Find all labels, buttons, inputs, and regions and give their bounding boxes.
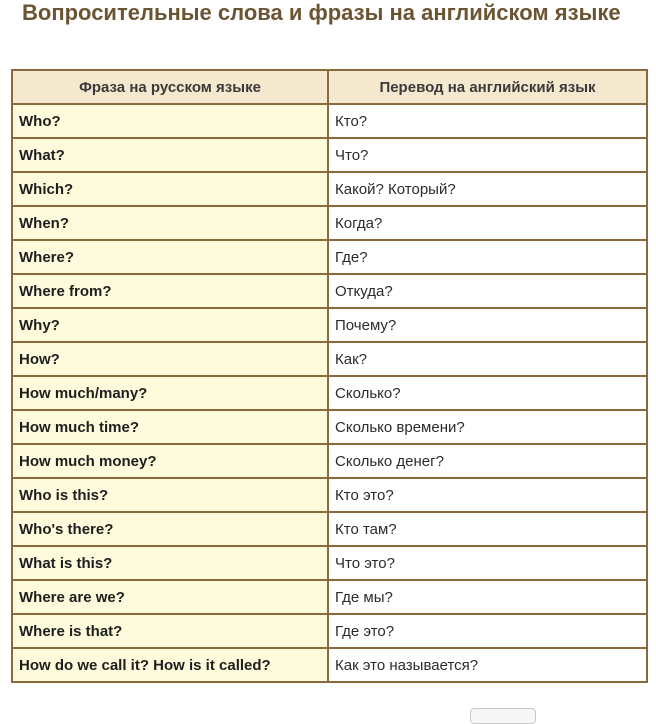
english-phrase-cell: How? bbox=[12, 342, 328, 376]
table-row bbox=[12, 104, 647, 138]
russian-translation-cell: Где? bbox=[328, 240, 647, 274]
russian-translation-cell: Кто? bbox=[328, 104, 647, 138]
table-row bbox=[12, 274, 647, 308]
russian-translation-cell: Кто там? bbox=[328, 512, 647, 546]
english-phrase-cell: How do we call it? How is it called? bbox=[12, 648, 328, 682]
russian-translation-cell: Как это называется? bbox=[328, 648, 647, 682]
table-row bbox=[12, 614, 647, 648]
table-row bbox=[12, 546, 647, 580]
english-phrase-cell: What is this? bbox=[12, 546, 328, 580]
table-row bbox=[12, 240, 647, 274]
table-row bbox=[12, 308, 647, 342]
table-row bbox=[12, 206, 647, 240]
english-phrase-cell: When? bbox=[12, 206, 328, 240]
partial-overlay-widget bbox=[470, 708, 536, 724]
column-header-english-translation: Перевод на английский язык bbox=[328, 70, 647, 104]
russian-translation-cell: Сколько времени? bbox=[328, 410, 647, 444]
english-phrase-cell: What? bbox=[12, 138, 328, 172]
russian-translation-cell: Кто это? bbox=[328, 478, 647, 512]
page-title: Вопросительные слова и фразы на английском языке bbox=[22, 0, 621, 25]
table-row bbox=[12, 478, 647, 512]
russian-translation-cell: Как? bbox=[328, 342, 647, 376]
table-row bbox=[12, 444, 647, 478]
table-row bbox=[12, 648, 647, 682]
english-phrase-cell: Where? bbox=[12, 240, 328, 274]
english-phrase-cell: Why? bbox=[12, 308, 328, 342]
russian-translation-cell: Какой? Который? bbox=[328, 172, 647, 206]
english-phrase-cell: Who? bbox=[12, 104, 328, 138]
russian-translation-cell: Сколько денег? bbox=[328, 444, 647, 478]
russian-translation-cell: Что? bbox=[328, 138, 647, 172]
english-phrase-cell: How much time? bbox=[12, 410, 328, 444]
english-phrase-cell: How much money? bbox=[12, 444, 328, 478]
russian-translation-cell: Когда? bbox=[328, 206, 647, 240]
russian-translation-cell: Сколько? bbox=[328, 376, 647, 410]
table-row bbox=[12, 172, 647, 206]
russian-translation-cell: Где это? bbox=[328, 614, 647, 648]
column-header-russian-phrase: Фраза на русском языке bbox=[12, 70, 328, 104]
russian-translation-cell: Где мы? bbox=[328, 580, 647, 614]
table-header-row bbox=[12, 70, 647, 104]
table-row bbox=[12, 342, 647, 376]
russian-translation-cell: Что это? bbox=[328, 546, 647, 580]
english-phrase-cell: Who is this? bbox=[12, 478, 328, 512]
english-phrase-cell: Which? bbox=[12, 172, 328, 206]
english-phrase-cell: How much/many? bbox=[12, 376, 328, 410]
english-phrase-cell: Where are we? bbox=[12, 580, 328, 614]
table-row bbox=[12, 410, 647, 444]
russian-translation-cell: Откуда? bbox=[328, 274, 647, 308]
russian-translation-cell: Почему? bbox=[328, 308, 647, 342]
table-row bbox=[12, 580, 647, 614]
table-row bbox=[12, 376, 647, 410]
english-phrase-cell: Where is that? bbox=[12, 614, 328, 648]
table-row bbox=[12, 512, 647, 546]
english-phrase-cell: Who's there? bbox=[12, 512, 328, 546]
vocabulary-table bbox=[11, 69, 648, 683]
table-row bbox=[12, 138, 647, 172]
english-phrase-cell: Where from? bbox=[12, 274, 328, 308]
